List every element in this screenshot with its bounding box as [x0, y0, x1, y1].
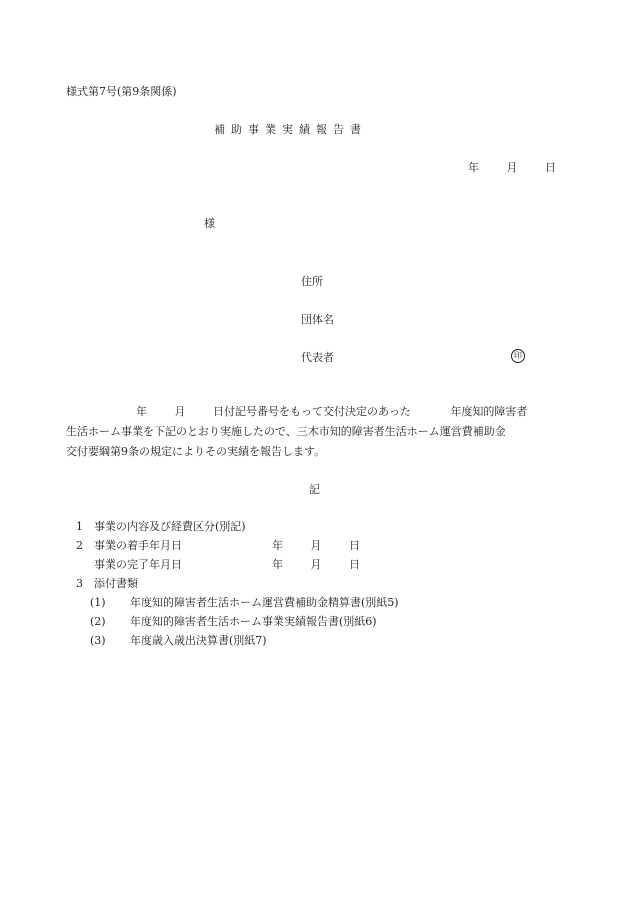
end-day: 日 [349, 558, 360, 571]
item-number: 2 [76, 539, 83, 552]
body-line-2: 生活ホーム事業を下記のとおり実施したので、三木市知的障害者生活ホーム運営費補助金 [66, 425, 506, 438]
date-month: 月 [506, 161, 518, 174]
item-text: 事業の内容及び経費区分(別記) [94, 520, 246, 533]
body-line-3: 交付要綱第9条の規定によりその実績を報告します。 [66, 445, 326, 458]
attachment-text: 年度知的障害者生活ホーム運営費補助金精算書(別紙5) [130, 596, 399, 609]
item-2 [76, 539, 182, 552]
attachment-text: 年度歳入歳出決算書(別紙7) [130, 634, 267, 647]
body-line-1 [136, 406, 527, 417]
item-number: 3 [76, 577, 83, 590]
form-id: 様式第7号(第9条関係) [66, 85, 177, 98]
start-month: 月 [310, 539, 322, 552]
seal-icon: 印 [511, 349, 525, 363]
item-text: 添付書類 [94, 577, 138, 590]
address-label: 住所 [301, 275, 323, 288]
item-2b: 事業の完了年月日 [94, 558, 182, 571]
date-day: 日 [545, 161, 556, 174]
representative-label: 代表者 [301, 351, 334, 364]
end-date [272, 559, 360, 570]
start-date [272, 540, 360, 551]
date-header [468, 162, 556, 173]
attachment-1 [90, 596, 399, 609]
body-year: 年 [136, 405, 147, 418]
item-text: 事業の着手年月日 [94, 539, 182, 552]
attachment-2 [90, 615, 377, 628]
attachment-3 [90, 634, 267, 647]
group-name-label: 団体名 [301, 313, 334, 326]
addressee-suffix: 様 [204, 217, 215, 230]
body-fiscal-year: 年度知的障害者 [450, 405, 528, 418]
attachment-number: (1) [90, 596, 106, 609]
attachment-number: (3) [90, 634, 106, 647]
body-month: 月 [174, 405, 186, 418]
document-title: 補助事業実績報告書 [214, 123, 367, 136]
attachment-text: 年度知的障害者生活ホーム事業実績報告書(別紙6) [130, 615, 377, 628]
attachment-number: (2) [90, 615, 106, 628]
date-year: 年 [468, 161, 479, 174]
item-1 [76, 520, 246, 533]
start-year: 年 [272, 539, 283, 552]
end-year: 年 [272, 558, 283, 571]
end-month: 月 [310, 558, 322, 571]
start-day: 日 [349, 539, 360, 552]
item-3 [76, 577, 138, 590]
body-mid: 日付記号番号をもって交付決定のあった [213, 405, 411, 418]
item-number: 1 [76, 520, 83, 533]
ki-heading: 記 [309, 483, 320, 496]
